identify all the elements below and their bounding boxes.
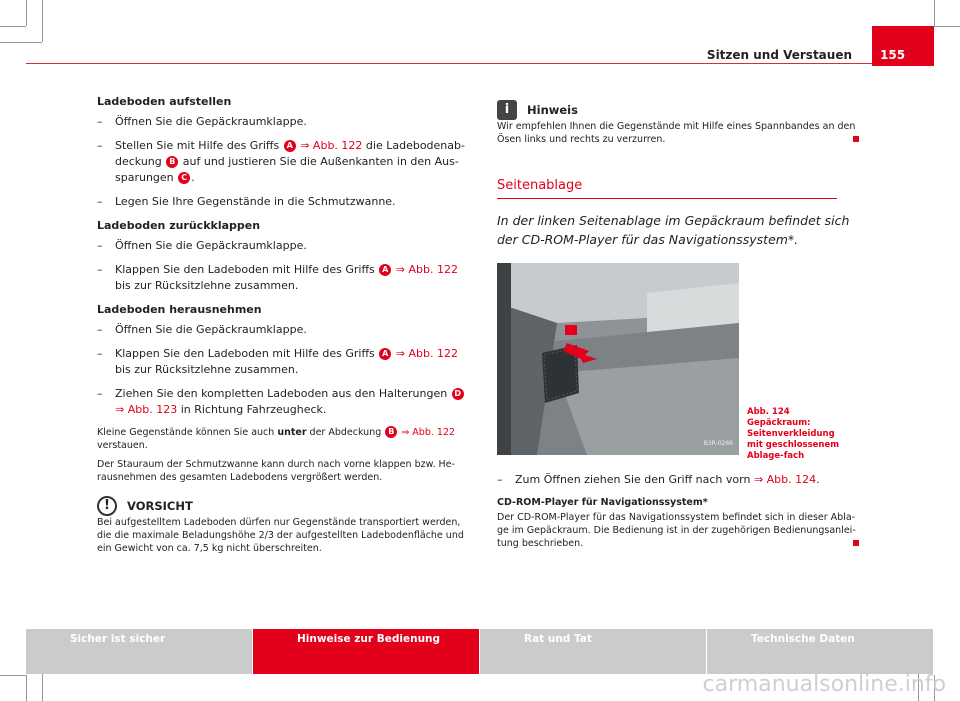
- label-b-badge: B: [385, 426, 397, 438]
- label-c-badge: C: [178, 172, 190, 184]
- figure-reference-link[interactable]: ⇒ Abb. 122: [395, 347, 458, 360]
- note-paragraph: Kleine Gegenstände können Sie auch unter der Abdeckung B ⇒ Abb. 122 verstauen.: [97, 427, 456, 451]
- label-b-badge: B: [166, 156, 178, 168]
- section-heading: Ladeboden herausnehmen: [97, 303, 262, 316]
- note-paragraph: Der Stauraum der Schmutzwanne kann durch nach vorne klappen bzw. He-rausnehmen des gesamten Ladebodens vergrößert werden.: [97, 459, 455, 483]
- list-item: – Öffnen Sie die Gepäckraumklappe.: [97, 323, 307, 336]
- section-intro: In der linken Seitenablage im Gepäckraum befindet sich der CD-ROM-Player für das Navigationssystem*.: [497, 213, 850, 247]
- figure-caption: Abb. 124 Gepäckraum: Seitenverkleidung mit geschlossenem Ablage-fach: [747, 407, 840, 461]
- label-a-badge: A: [284, 140, 296, 152]
- crop-mark: [26, 675, 27, 701]
- warning-icon: !: [97, 496, 117, 516]
- section-end-marker: [853, 540, 859, 546]
- vorsicht-title: VORSICHT: [127, 499, 193, 513]
- trunk-illustration: [497, 263, 739, 455]
- crop-mark: [934, 26, 960, 27]
- section-heading: Ladeboden zurückklappen: [97, 219, 261, 232]
- figure-code: B3R-0266: [703, 440, 733, 447]
- watermark: carmanualsonline.info: [702, 672, 946, 697]
- header-rule: [26, 63, 872, 64]
- label-a-badge: A: [379, 264, 391, 276]
- hinweis-text: Wir empfehlen Ihnen die Gegenstände mit Hilfe eines Spannbandes an den Ösen links und rechts zu verzurren.: [497, 120, 859, 146]
- section-title: Seitenablage: [497, 178, 837, 199]
- list-item: – Stellen Sie mit Hilfe des Griffs A ⇒ Abb. 122 die Ladebodenab-deckung B auf und justieren Sie die Außenkanten in den Aus-sparungen C .: [97, 139, 465, 184]
- figure: [497, 263, 859, 462]
- figure-reference-link[interactable]: ⇒ Abb. 122: [401, 427, 456, 438]
- footer-navigation: [26, 629, 934, 674]
- crop-mark: [0, 26, 26, 27]
- figure-reference-link[interactable]: ⇒ Abb. 124: [753, 473, 817, 486]
- crop-mark: [42, 0, 43, 42]
- page-number: 155: [880, 48, 906, 62]
- figure-reference-link[interactable]: ⇒ Abb. 123: [115, 403, 178, 416]
- figure-reference-link[interactable]: ⇒ Abb. 122: [300, 139, 363, 152]
- hinweis-header: [497, 100, 859, 120]
- list-item: – Legen Sie Ihre Gegenstände in die Schmutzwanne.: [97, 195, 396, 208]
- section-end-marker: [853, 136, 859, 142]
- info-note-icon: i: [497, 100, 517, 120]
- list-item: – Öffnen Sie die Gepäckraumklappe.: [97, 239, 307, 252]
- crop-mark: [934, 0, 935, 26]
- cd-player-text: Der CD-ROM-Player für das Navigationssystem befindet sich in dieser Abla-ge im Gepäckraum. Die Bedienung ist in der zugehörigen Bedienungsanlei-tung beschrieben.: [497, 511, 859, 550]
- label-d-badge: D: [452, 388, 464, 400]
- chapter-title: Sitzen und Verstauen: [706, 48, 852, 62]
- footer-tab-rat-und-tat[interactable]: Rat und Tat: [480, 629, 706, 674]
- right-column: [497, 94, 859, 550]
- list-item: – Ziehen Sie den kompletten Ladeboden aus den Halterungen D ⇒ Abb. 123 in Richtung Fahrzeugheck.: [97, 386, 469, 418]
- list-item: – Öffnen Sie die Gepäckraumklappe.: [97, 115, 307, 128]
- hinweis-title: Hinweis: [527, 103, 578, 117]
- footer-tab-bedienung[interactable]: Hinweise zur Bedienung: [253, 629, 479, 674]
- label-a-badge: A: [379, 348, 391, 360]
- footer-tab-sicher[interactable]: Sicher ist sicher: [26, 629, 252, 674]
- trunk-photo: [497, 263, 739, 455]
- left-column: [97, 94, 469, 555]
- subsection-title: CD-ROM-Player für Navigationssystem*: [497, 497, 708, 508]
- footer-tab-technische-daten[interactable]: Technische Daten: [707, 629, 933, 674]
- figure-reference-link[interactable]: ⇒ Abb. 122: [395, 263, 458, 276]
- list-item: – Klappen Sie den Ladeboden mit Hilfe des Griffs A ⇒ Abb. 122 bis zur Rücksitzlehne zusammen.: [97, 263, 458, 292]
- vorsicht-text: Bei aufgestelltem Ladeboden dürfen nur Gegenstände transportiert werden, die die maximale Beladungshöhe 2/3 der aufgestellten Ladebodenfläche und ein Gewicht von ca. 7,5 kg nicht überschreiten.: [97, 517, 464, 554]
- list-item: – Zum Öffnen ziehen Sie den Griff nach vorn ⇒ Abb. 124.: [497, 473, 820, 486]
- crop-mark: [0, 42, 42, 43]
- vorsicht-header: [97, 496, 469, 516]
- crop-mark: [26, 0, 27, 26]
- section-heading: Ladeboden aufstellen: [97, 95, 232, 108]
- crop-mark: [0, 675, 26, 676]
- list-item: – Klappen Sie den Ladeboden mit Hilfe des Griffs A ⇒ Abb. 122 bis zur Rücksitzlehne zusammen.: [97, 347, 458, 376]
